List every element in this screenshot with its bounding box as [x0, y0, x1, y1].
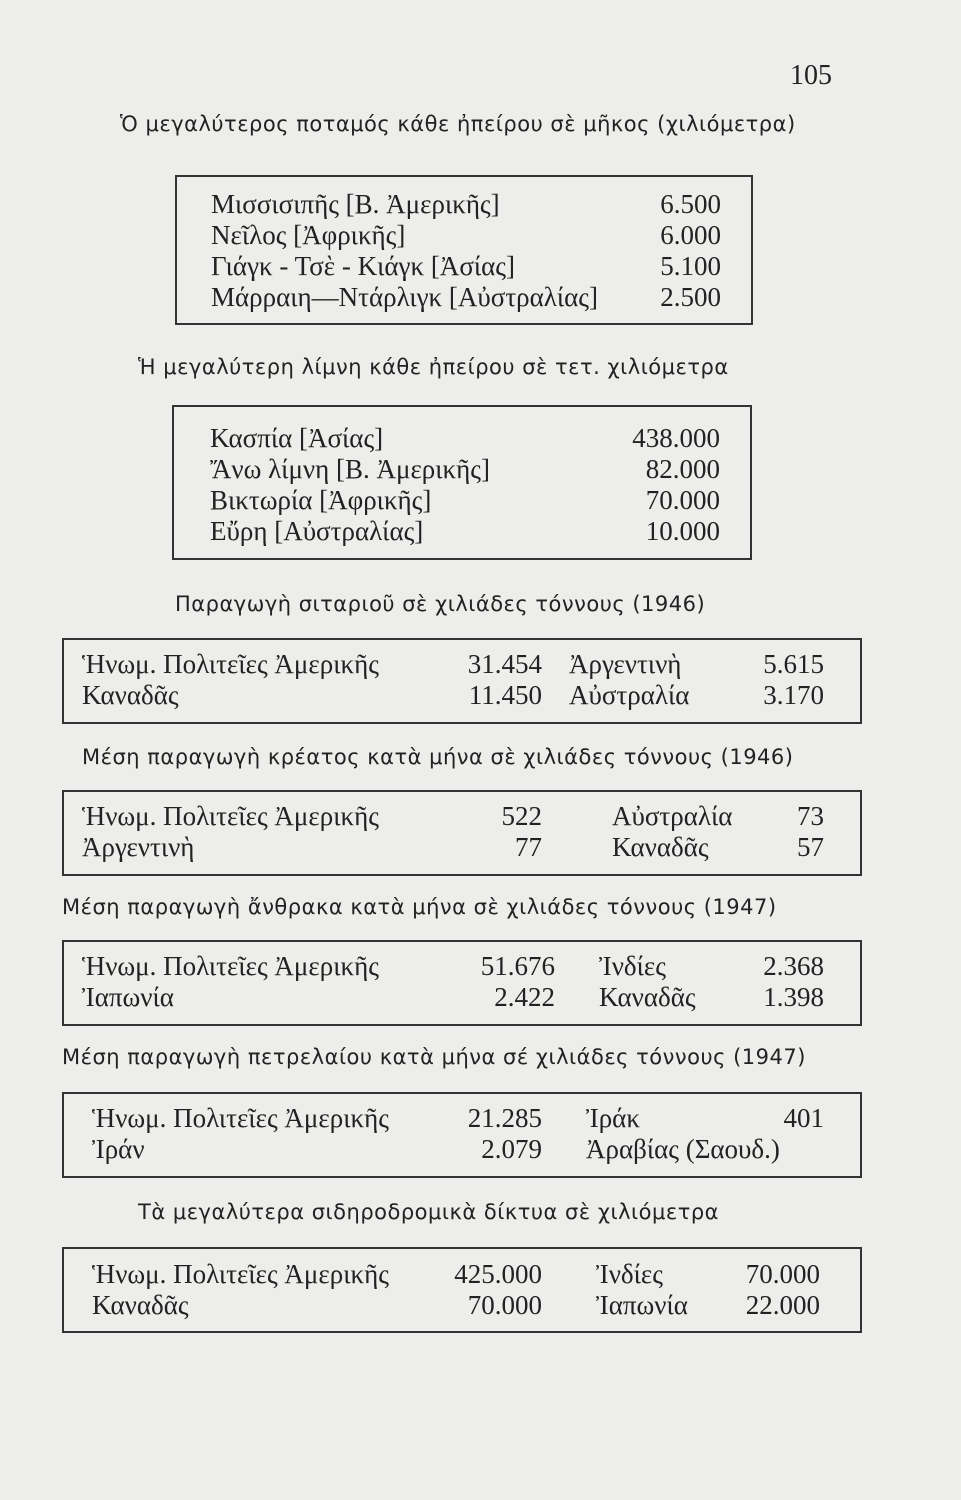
river-name: Νεῖλος [Ἀφρικῆς]	[211, 220, 406, 250]
country-value: 2.422	[494, 982, 555, 1012]
country-name: Καναδᾶς	[599, 982, 696, 1012]
lakes-title: Ἡ μεγαλύτερη λίμνη κάθε ἠπείρου σὲ τετ. χιλιόμετρα	[138, 355, 729, 379]
wheat-table	[62, 638, 862, 724]
country-name: Ἀργεντινὴ	[82, 832, 195, 862]
country-name: Ἰράκ	[586, 1103, 640, 1133]
country-name: Ἡνωμ. Πολιτεῖες Ἀμερικῆς	[82, 649, 379, 679]
country-name: Ἰαπωνία	[596, 1290, 688, 1320]
river-length: 5.100	[660, 251, 721, 281]
country-name: Ἰνδίες	[599, 951, 666, 981]
country-value: 425.000	[454, 1259, 542, 1289]
country-name: Καναδᾶς	[82, 680, 179, 710]
lake-area: 82.000	[645, 454, 720, 484]
railways-table	[62, 1247, 862, 1333]
country-value: 5.615	[763, 649, 824, 679]
country-name: Ἡνωμ. Πολιτεῖες Ἀμερικῆς	[82, 801, 379, 831]
country-value: 70.000	[467, 1290, 542, 1320]
oil-title: Μέση παραγωγὴ πετρελαίου κατὰ μήνα σέ χιλιάδες τόννους (1947)	[62, 1045, 806, 1069]
river-length: 6.500	[660, 189, 721, 219]
country-name: Ἰνδίες	[596, 1259, 663, 1289]
country-value: 11.450	[468, 680, 542, 710]
country-name: Ἡνωμ. Πολιτεῖες Ἀμερικῆς	[92, 1259, 389, 1289]
country-value: 70.000	[745, 1259, 820, 1289]
country-value: 401	[783, 1103, 824, 1133]
country-name: Ἰράν	[92, 1134, 145, 1164]
country-name: Καναδᾶς	[612, 832, 709, 862]
country-name: Ἡνωμ. Πολιτεῖες Ἀμερικῆς	[92, 1103, 389, 1133]
country-name: Αὐστραλία	[569, 680, 690, 710]
coal-title: Μέση παραγωγὴ ἄνθρακα κατὰ μήνα σὲ χιλιάδες τόννους (1947)	[62, 895, 777, 919]
meat-table	[62, 790, 862, 876]
country-name: Ἀργεντινὴ	[569, 649, 682, 679]
page-number: 105	[790, 60, 832, 91]
lakes-table	[172, 405, 752, 560]
country-value: 522	[501, 801, 542, 831]
country-value: 22.000	[745, 1290, 820, 1320]
meat-title: Μέση παραγωγὴ κρέατος κατὰ μήνα σὲ χιλιάδες τόννους (1946)	[82, 745, 794, 769]
country-name: Ἀραβίας (Σαουδ.)	[586, 1134, 780, 1164]
railways-title: Τὰ μεγαλύτερα σιδηροδρομικὰ δίκτυα σὲ χιλιόμετρα	[138, 1200, 720, 1224]
river-length: 6.000	[660, 220, 721, 250]
country-value: 73	[797, 801, 824, 831]
country-name: Ἰαπωνία	[82, 982, 174, 1012]
river-name: Μάρραιη—Ντάρλιγκ [Αὐστραλίας]	[211, 282, 598, 312]
country-value: 21.285	[467, 1103, 542, 1133]
country-name: Ἡνωμ. Πολιτεῖες Ἀμερικῆς	[82, 951, 379, 981]
country-value: 2.368	[763, 951, 824, 981]
country-value: 51.676	[480, 951, 555, 981]
country-value: 2.079	[481, 1134, 542, 1164]
country-value: 77	[515, 832, 542, 862]
lake-name: Κασπία [Ἀσίας]	[210, 423, 384, 453]
country-name: Αὐστραλία	[612, 801, 733, 831]
lake-name: Ἄνω λίμνη [Β. Ἀμερικῆς]	[210, 454, 490, 484]
wheat-title: Παραγωγὴ σιταριοῦ σὲ χιλιάδες τόννους (1946)	[175, 592, 706, 616]
lake-area: 438.000	[632, 423, 720, 453]
lake-area: 10.000	[645, 516, 720, 546]
river-name: Μισσισιπῆς [Β. Ἀμερικῆς]	[211, 189, 500, 219]
country-value: 57	[797, 832, 824, 862]
country-value: 31.454	[467, 649, 542, 679]
lake-name: Εὔρη [Αὐστραλίας]	[210, 516, 424, 546]
river-length: 2.500	[660, 282, 721, 312]
lake-name: Βικτωρία [Ἀφρικῆς]	[210, 485, 432, 515]
river-name: Γιάγκ - Τσὲ - Κιάγκ [Ἀσίας]	[211, 251, 515, 281]
coal-table	[62, 940, 862, 1026]
country-value: 3.170	[763, 680, 824, 710]
country-name: Καναδᾶς	[92, 1290, 189, 1320]
lake-area: 70.000	[645, 485, 720, 515]
country-value: 1.398	[763, 982, 824, 1012]
rivers-title: Ὁ μεγαλύτερος ποταμός κάθε ἠπείρου σὲ μῆκος (χιλιόμετρα)	[120, 112, 796, 136]
oil-table	[62, 1092, 862, 1178]
rivers-table	[175, 175, 753, 325]
